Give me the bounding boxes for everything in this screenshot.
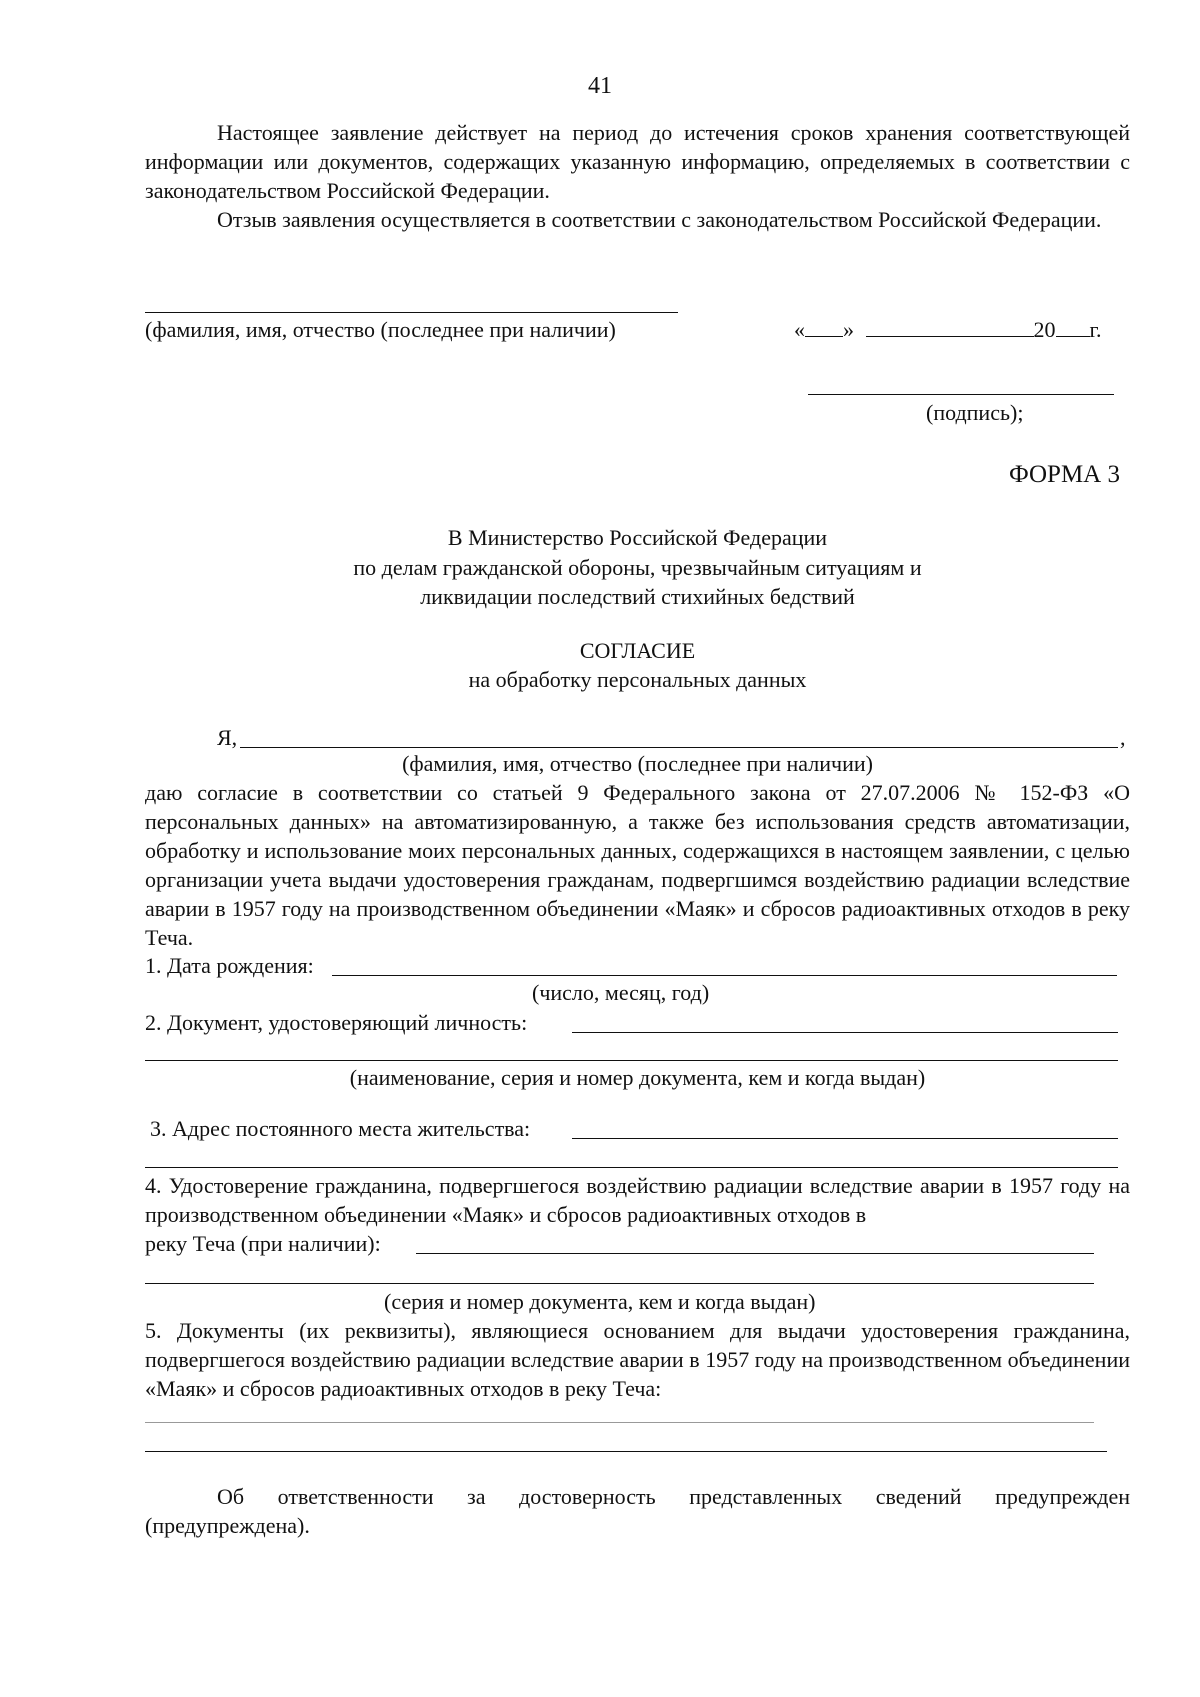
fio-caption: (фамилия, имя, отчество (последнее при наличии) [145,317,616,342]
item1-caption: (число, месяц, год) [532,980,710,1005]
fio-signature-line [145,312,678,313]
consent-paragraph: даю согласие в соответствии со статьей 9 Федерального закона от 27.07.2006 № 152-ФЗ «О персональных данных» на автоматизированную, а также без использования средств автоматизации, обработку и использование моих персональных данных, содержащихся в настоящем заявлении, с целью организации учета выдачи удостоверения гражданам, подвергшимся воздействию радиации вследствие аварии в 1957 году на производственном объединении «Маяк» и сбросов радиоактивных отходов в реку Теча. [145,780,1130,950]
address-line-2 [145,1167,1118,1168]
revocation-paragraph: Отзыв заявления осуществляется в соответствии с законодательством Российской Федерации. [217,207,1102,232]
addressee-line-1: В Министерство Российской Федерации [447,525,828,550]
address-line-1 [572,1138,1118,1139]
certificate-line-1 [416,1253,1094,1254]
responsibility-paragraph: Об ответственности за достоверность представленных сведений предупрежден (предупреждена). [145,1484,1130,1538]
item4-caption: (серия и номер документа, кем и когда выдан) [384,1289,816,1314]
date-close-quote: » [843,317,854,342]
fio-line [240,747,1118,748]
signature-caption: (подпись); [926,400,1024,425]
item3-label: 3. Адрес постоянного места жительства: [150,1116,531,1141]
certificate-line-2 [145,1283,1094,1284]
year-blank [1056,336,1090,337]
documents-line-2 [145,1451,1107,1452]
page-number: 41 [588,73,612,99]
year-suffix: г. [1089,317,1102,342]
i-prefix: Я, [217,725,238,750]
validity-paragraph: Настоящее заявление действует на период до истечения сроков хранения соответствующей информации или документов, содержащих указанную информацию, определяемых в соответствии с законодательством Российской Федерации. [145,120,1130,203]
addressee-line-2: по делам гражданской обороны, чрезвычайным ситуациям и [353,555,922,580]
item5-text: 5. Документы (их реквизиты), являющиеся основанием для выдачи удостоверения гражданина, подвергшегося воздействию радиации вследствие аварии в 1957 году на производственном объединении «Маяк» и сбросов радиоактивных отходов в реку Теча: [145,1318,1130,1401]
day-blank [805,336,843,337]
i-suffix: , [1120,725,1126,750]
document-line-1 [572,1032,1118,1033]
date-open-quote: « [794,317,805,342]
consent-subheading: на обработку персональных данных [468,667,807,692]
consent-heading: СОГЛАСИЕ [579,638,696,663]
signature-line [808,394,1114,395]
fio-caption-2: (фамилия, имя, отчество (последнее при наличии) [402,751,873,776]
item1-label: 1. Дата рождения: [145,953,314,978]
item2-label: 2. Документ, удостоверяющий личность: [145,1010,528,1035]
year-prefix: 20 [1033,317,1056,342]
date-field [794,315,1102,344]
item4-text: 4. Удостоверение гражданина, подвергшегося воздействию радиации вследствие аварии в 1957 году на производственном объединении «Маяк» и сбросов радиоактивных отходов в [145,1173,1130,1227]
document-line-2 [145,1060,1118,1061]
form-title: ФОРМА 3 [1008,461,1120,488]
birthdate-line [332,975,1117,976]
addressee-line-3: ликвидации последствий стихийных бедствий [420,584,855,609]
item4-last-line: реку Теча (при наличии): [145,1231,381,1256]
month-blank [866,336,1034,337]
documents-line-1 [145,1422,1094,1423]
item2-caption: (наименование, серия и номер документа, кем и когда выдан) [349,1065,926,1090]
